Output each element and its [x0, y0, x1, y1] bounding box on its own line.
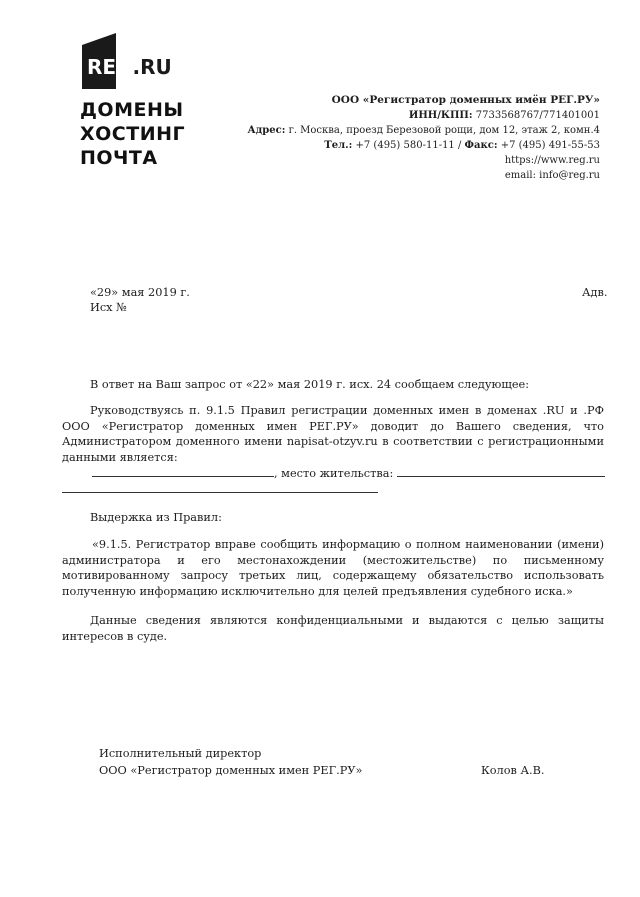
phone-label: Тел.:: [324, 140, 353, 151]
paragraph-excerpt-heading: Выдержка из Правил:: [90, 511, 222, 524]
letter-addressee: Адв.: [582, 286, 608, 299]
inn-label: ИНН/КПП:: [408, 110, 473, 121]
company-details: [247, 93, 600, 183]
logo-mark: [80, 31, 180, 95]
inn-value: 7733568767/771401001: [475, 110, 600, 121]
logo-reg-text: REG: [87, 55, 133, 79]
phone-value: +7 (495) 580-11-11: [355, 140, 455, 151]
paragraph-confidential: Данные сведения являются конфиденциальными и выдаются с целью защиты интересов в суде.: [62, 614, 604, 643]
admin-blank-line: [92, 465, 605, 482]
admin-name-blank: [92, 465, 274, 477]
tagline-domains: ДОМЕНЫ: [80, 99, 184, 121]
residence-label: , место жительства:: [274, 467, 394, 480]
signature-title: Исполнительный директор: [99, 747, 262, 760]
tagline-hosting: ХОСТИНГ: [80, 123, 186, 145]
letter-date: «29» мая 2019 г.: [90, 286, 190, 299]
tagline-mail: ПОЧТА: [80, 147, 158, 169]
paragraph-rule-quote: «9.1.5. Регистратор вправе сообщить информацию о полном наименовании (имени) администратора и его местонахождении (местожительстве) по письменному мотивированному запросу третьих лиц, содержащему обязательство использовать полученную информацию исключительно для целей предъявления судебного иска.»: [62, 538, 604, 598]
logo-tagline: [80, 98, 200, 170]
fax-label: Факс:: [464, 140, 498, 151]
address-value: г. Москва, проезд Березовой рощи, дом 12, этаж 2, комн.4: [288, 125, 600, 136]
paragraph-request: В ответ на Ваш запрос от «22» мая 2019 г. исх. 24 сообщаем следующее:: [90, 378, 530, 391]
company-inn: [247, 108, 600, 123]
residence-blank-2: [62, 481, 378, 493]
signature-name: Колов А.В.: [481, 764, 545, 777]
residence-blank-line-2: [62, 481, 378, 498]
signature-org: ООО «Регистратор доменных имен РЕГ.РУ»: [99, 764, 363, 777]
company-address: [247, 123, 600, 138]
company-name: ООО «Регистратор доменных имён РЕГ.РУ»: [331, 94, 600, 106]
company-email[interactable]: email: info@reg.ru: [504, 170, 600, 181]
letter-ref: Исх №: [90, 301, 127, 314]
company-website[interactable]: https://www.reg.ru: [504, 155, 600, 166]
residence-blank: [397, 465, 605, 477]
regru-logo: [80, 31, 180, 95]
company-phones: Тел.: +7 (495) 580-11-11 / Факс: +7 (495) 491-55-53: [324, 140, 600, 151]
paragraph-statement: Руководствуясь п. 9.1.5 Правил регистрации доменных имен в доменах .RU и .РФ ООО «Регистратор доменных имен РЕГ.РУ» доводит до Вашего сведения, что Администратором доменного имени napisat-otzyv.ru в соответствии с регистрационными данными является:: [62, 404, 604, 464]
logo-ru-text: .RU: [132, 55, 172, 79]
fax-value: +7 (495) 491-55-53: [500, 140, 600, 151]
address-label: Адрес:: [247, 125, 286, 136]
